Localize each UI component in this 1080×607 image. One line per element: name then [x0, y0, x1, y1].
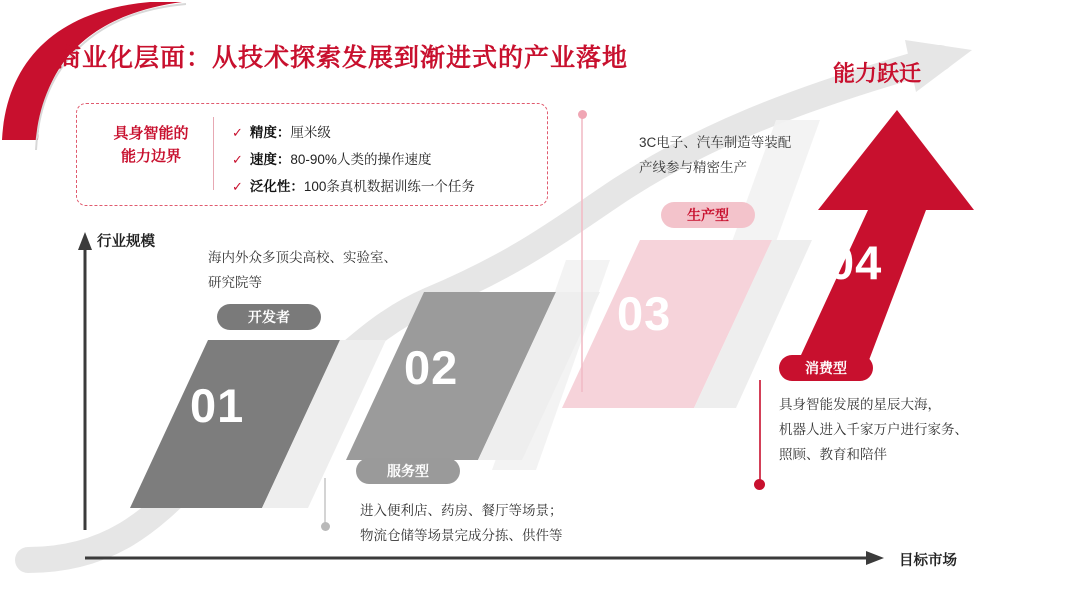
step-pill-production: 生产型 [661, 202, 755, 228]
page-title: 商业化层面：从技术探索发展到渐进式的产业落地 [56, 44, 629, 72]
callout-title-line1: 具身智能的 [113, 125, 189, 142]
desc-line: 3C电子、汽车制造等装配 [639, 135, 792, 150]
callout-item-label: 精度： [249, 125, 291, 140]
callout-item-label: 泛化性： [249, 179, 304, 194]
desc-line: 物流仓储等场景完成分拣、供件等 [360, 528, 563, 543]
desc-line: 海内外众多顶尖高校、实验室、 [208, 250, 397, 265]
step-description-03 [639, 130, 791, 180]
y-axis-label: 行业规模 [97, 234, 155, 250]
callout-item-label: 速度： [249, 152, 291, 167]
desc-line: 具身智能发展的星辰大海， [779, 397, 941, 412]
check-icon: ✓ [232, 152, 243, 167]
callout-divider [213, 117, 214, 190]
callout-item-value: 80-90%人类的操作速度 [290, 152, 432, 167]
capability-callout-title [96, 122, 206, 168]
step-pill-service: 服务型 [356, 458, 460, 484]
step-number-01: 01 [190, 379, 245, 432]
step-number-02: 02 [404, 341, 459, 394]
callout-item-speed [232, 148, 431, 168]
desc-line: 机器人进入千家万户进行家务、 [779, 422, 968, 437]
leader-dot-03 [578, 110, 587, 119]
check-icon: ✓ [232, 179, 243, 194]
y-axis-arrow [78, 232, 92, 250]
desc-line: 照顾、教育和陪伴 [779, 447, 887, 462]
x-axis-label: 目标市场 [899, 553, 957, 569]
callout-title-line2: 能力边界 [120, 148, 181, 165]
callout-item-value: 100条真机数据训练一个任务 [303, 179, 475, 194]
step-description-04 [779, 392, 968, 467]
desc-line: 研究院等 [208, 275, 262, 290]
step-description-02 [360, 498, 563, 548]
callout-item-generalization [232, 175, 475, 195]
step-pill-consumer: 消费型 [779, 355, 873, 381]
step-block-04-arrow [795, 110, 974, 368]
leader-dot-04 [754, 479, 765, 490]
x-axis-arrow [866, 551, 884, 565]
desc-line: 产线参与精密生产 [639, 160, 747, 175]
desc-line: 进入便利店、药房、餐厅等场景； [360, 503, 563, 518]
callout-item-precision [232, 121, 331, 141]
capability-leap-label: 能力跃迁 [833, 61, 922, 86]
step-pill-developer: 开发者 [217, 304, 321, 330]
step-number-03: 03 [617, 287, 672, 340]
step-description-01 [208, 245, 397, 295]
leader-dot-02 [321, 522, 330, 531]
callout-item-value: 厘米级 [290, 125, 331, 140]
step-number-04: 04 [828, 236, 883, 289]
check-icon: ✓ [232, 125, 243, 140]
